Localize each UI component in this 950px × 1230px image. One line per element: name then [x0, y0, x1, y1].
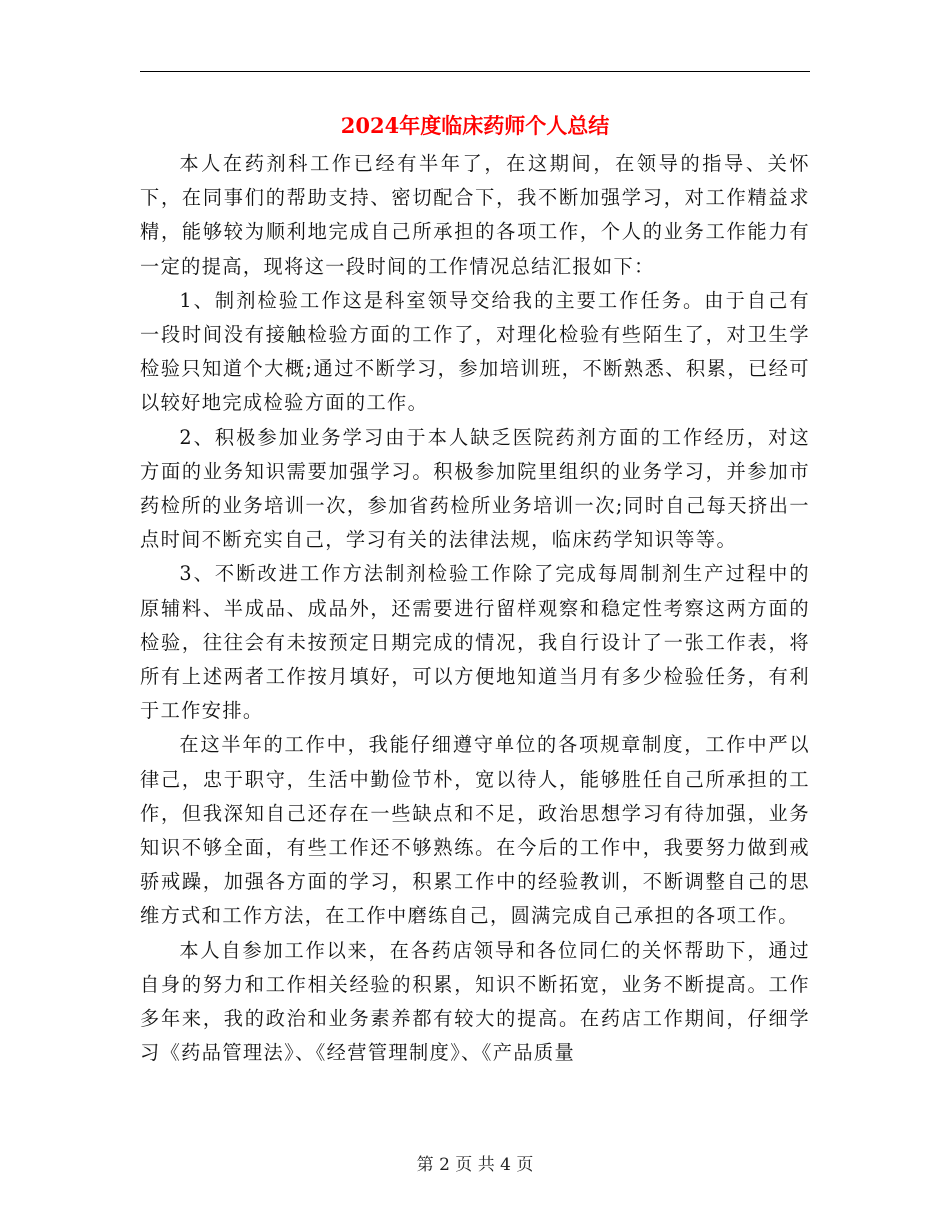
paragraph-experience: 本人自参加工作以来，在各药店领导和各位同仁的关怀帮助下，通过自身的努力和工作相关经验的积累，知识不断拓宽，业务不断提高。工作多年来，我的政治和业务素养都有较大的提高。在药店工作期间，仔细学习《药品管理法》、《经营管理制度》、《产品质量 — [140, 938, 810, 1065]
paragraph-item-3: 3、不断改进工作方法制剂检验工作除了完成每周制剂生产过程中的原辅料、半成品、成品外，还需要进行留样观察和稳定性考察这两方面的检验，往往会有未按预定日期完成的情况，我自行设计了一张工作表，将所有上述两者工作按月填好，可以方便地知道当月有多少检验任务，有利于工作安排。 — [140, 562, 810, 723]
header-rule — [140, 71, 810, 72]
document-title: 2024年度临床药师个人总结 — [340, 113, 610, 138]
paragraph-intro: 本人在药剂科工作已经有半年了，在这期间，在领导的指导、关怀下，在同事们的帮助支持、密切配合下，我不断加强学习，对工作精益求精，能够较为顺利地完成自己所承担的各项工作，个人的业务工作能力有一定的提高，现将这一段时间的工作情况总结汇报如下： — [140, 152, 810, 278]
paragraph-item-1: 1、制剂检验工作这是科室领导交给我的主要工作任务。由于自己有一段时间没有接触检验方面的工作了，对理化检验有些陌生了，对卫生学检验只知道个大概;通过不断学习，参加培训班，不断熟悉、积累，已经可以较好地完成检验方面的工作。 — [140, 288, 810, 415]
document-body — [140, 147, 810, 1070]
paragraph-reflection: 在这半年的工作中，我能仔细遵守单位的各项规章制度，工作中严以律己，忠于职守，生活中勤俭节朴，宽以待人，能够胜任自己所承担的工作，但我深知自己还存在一些缺点和不足，政治思想学习有待加强，业务知识不够全面，有些工作还不够熟练。在今后的工作中，我要努力做到戒骄戒躁，加强各方面的学习，积累工作中的经验教训，不断调整自己的思维方式和工作方法，在工作中磨练自己，圆满完成自己承担的各项工作。 — [140, 733, 810, 928]
paragraph-item-2: 2、积极参加业务学习由于本人缺乏医院药剂方面的工作经历，对这方面的业务知识需要加强学习。积极参加院里组织的业务学习，并参加市药检所的业务培训一次，参加省药检所业务培训一次;同时自己每天挤出一点时间不断充实自己，学习有关的法律法规，临床药学知识等等。 — [140, 425, 810, 552]
page-number-footer: 第 2 页 共 4 页 — [416, 1155, 534, 1175]
